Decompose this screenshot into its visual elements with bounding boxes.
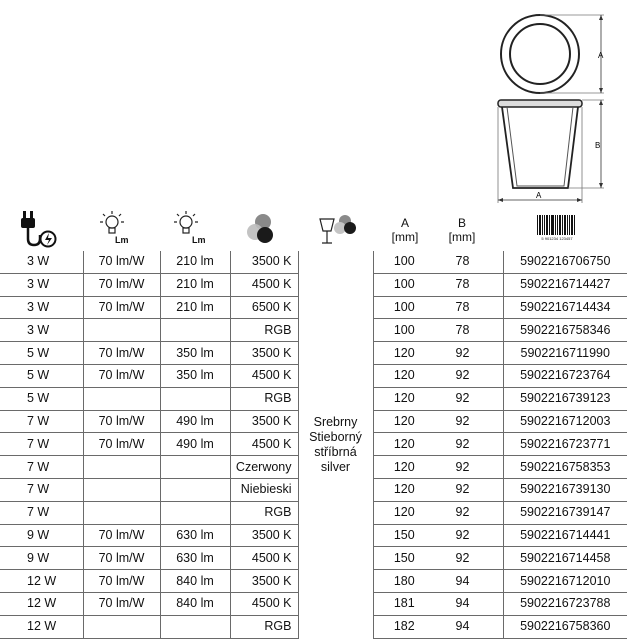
dim-a-cell: 120 — [373, 364, 435, 387]
power-cell: 9 W — [0, 524, 83, 547]
ean-cell: 5902216714441 — [503, 524, 627, 547]
ean-cell: 5902216723788 — [503, 592, 627, 615]
flux-cell: 840 lm — [160, 570, 230, 593]
efficacy-cell: 70 lm/W — [83, 410, 160, 433]
light-color-cell: 6500 K — [230, 296, 298, 319]
spacer-cell — [490, 387, 503, 410]
flux-cell: 210 lm — [160, 296, 230, 319]
flux-lm-label: Lm — [192, 235, 206, 245]
dim-b-cell: 94 — [435, 570, 490, 593]
power-cell: 7 W — [0, 433, 83, 456]
col-b-label: B — [457, 216, 466, 230]
spacer-cell — [490, 319, 503, 342]
dim-a-cell: 100 — [373, 296, 435, 319]
finish-text-line1: Srebrny — [313, 414, 358, 429]
dim-b-cell: 78 — [435, 296, 490, 319]
dim-b-cell: 78 — [435, 251, 490, 273]
col-b-unit: [mm] — [448, 230, 476, 244]
dim-b-cell: 92 — [435, 524, 490, 547]
power-plug-icon — [18, 209, 62, 249]
power-cell: 9 W — [0, 547, 83, 570]
dim-a-cell: 120 — [373, 387, 435, 410]
dim-b-cell: 92 — [435, 410, 490, 433]
light-color-cell: RGB — [230, 387, 298, 410]
barcode-digits: 5 901234 123457 — [541, 236, 573, 241]
power-cell: 12 W — [0, 592, 83, 615]
flux-cell: 840 lm — [160, 592, 230, 615]
dimension-a-vertical — [540, 15, 604, 93]
power-cell: 7 W — [0, 456, 83, 479]
top-view — [501, 15, 579, 93]
power-cell: 5 W — [0, 342, 83, 365]
dim-a-cell: 120 — [373, 433, 435, 456]
light-color-cell: 4500 K — [230, 592, 298, 615]
table-header — [0, 205, 627, 251]
light-color-cell: Czerwony — [230, 456, 298, 479]
col-a-unit: [mm] — [391, 230, 419, 244]
efficacy-cell: 70 lm/W — [83, 364, 160, 387]
light-color-cell: 4500 K — [230, 547, 298, 570]
spacer-cell — [490, 251, 503, 273]
table-row — [0, 251, 627, 273]
efficacy-cell — [83, 387, 160, 410]
efficacy-cell: 70 lm/W — [83, 547, 160, 570]
dim-b-cell: 78 — [435, 319, 490, 342]
light-color-icon — [244, 211, 278, 247]
efficacy-cell: 70 lm/W — [83, 296, 160, 319]
ean-cell: 5902216711990 — [503, 342, 627, 365]
spacer-cell — [490, 456, 503, 479]
spacer-cell — [490, 364, 503, 387]
spacer-cell — [490, 296, 503, 319]
dim-a-cell: 120 — [373, 501, 435, 524]
ean-cell: 5902216758346 — [503, 319, 627, 342]
spacer-cell — [490, 524, 503, 547]
dim-b-cell: 94 — [435, 592, 490, 615]
spacer-cell — [490, 478, 503, 501]
ean-cell: 5902216712003 — [503, 410, 627, 433]
dim-a-cell: 100 — [373, 319, 435, 342]
flux-cell — [160, 478, 230, 501]
ean-cell: 5902216714427 — [503, 273, 627, 296]
power-cell: 5 W — [0, 364, 83, 387]
spacer-cell — [490, 501, 503, 524]
ean-cell: 5902216714458 — [503, 547, 627, 570]
flux-cell: 350 lm — [160, 342, 230, 365]
light-color-cell: RGB — [230, 615, 298, 638]
power-cell: 7 W — [0, 478, 83, 501]
ean-cell: 5902216723764 — [503, 364, 627, 387]
dim-a-cell: 100 — [373, 251, 435, 273]
dim-a-cell: 120 — [373, 478, 435, 501]
dim-a-cell: 120 — [373, 456, 435, 479]
power-cell: 7 W — [0, 501, 83, 524]
light-color-cell: 3500 K — [230, 570, 298, 593]
light-color-cell: 4500 K — [230, 433, 298, 456]
finish-text-line3: stříbrná — [314, 444, 357, 459]
dim-b-cell: 92 — [435, 456, 490, 479]
efficacy-cell: 70 lm/W — [83, 592, 160, 615]
power-cell: 12 W — [0, 615, 83, 638]
col-a-label: A — [400, 216, 409, 230]
ean-cell: 5902216714434 — [503, 296, 627, 319]
light-color-cell: 3500 K — [230, 251, 298, 273]
dim-a-bottom-label: A — [536, 191, 542, 200]
ean-cell: 5902216706750 — [503, 251, 627, 273]
product-dimension-drawing — [0, 0, 627, 205]
finish-text-line4: silver — [320, 459, 351, 474]
product-table — [0, 251, 627, 639]
side-view — [498, 100, 582, 188]
light-color-cell: 3500 K — [230, 342, 298, 365]
ean-cell: 5902216723771 — [503, 433, 627, 456]
dim-b-cell: 92 — [435, 547, 490, 570]
ean-cell: 5902216758360 — [503, 615, 627, 638]
light-color-cell: 4500 K — [230, 364, 298, 387]
flux-cell: 350 lm — [160, 364, 230, 387]
ean-cell: 5902216712010 — [503, 570, 627, 593]
dim-a-cell: 150 — [373, 547, 435, 570]
flux-cell — [160, 615, 230, 638]
light-color-cell: RGB — [230, 319, 298, 342]
flux-cell — [160, 456, 230, 479]
spacer-cell — [490, 570, 503, 593]
efficacy-cell — [83, 615, 160, 638]
efficacy-cell: 70 lm/W — [83, 342, 160, 365]
power-cell: 7 W — [0, 410, 83, 433]
efficacy-cell: 70 lm/W — [83, 524, 160, 547]
efficacy-cell: 70 lm/W — [83, 570, 160, 593]
dim-a-label: A — [598, 51, 604, 60]
efficacy-cell — [83, 478, 160, 501]
flux-cell — [160, 501, 230, 524]
light-color-cell: 4500 K — [230, 273, 298, 296]
power-cell: 3 W — [0, 319, 83, 342]
light-color-cell: RGB — [230, 501, 298, 524]
flux-cell: 630 lm — [160, 524, 230, 547]
dim-b-label: B — [595, 141, 601, 150]
light-color-cell: Niebieski — [230, 478, 298, 501]
efficacy-cell: 70 lm/W — [83, 251, 160, 273]
flux-cell — [160, 387, 230, 410]
dim-b-cell: 92 — [435, 342, 490, 365]
efficacy-lm-label: Lm — [115, 235, 129, 245]
dim-b-cell: 78 — [435, 273, 490, 296]
power-cell: 3 W — [0, 251, 83, 273]
dim-b-cell: 92 — [435, 387, 490, 410]
spacer-cell — [490, 342, 503, 365]
finish-cell — [298, 251, 373, 638]
power-cell: 12 W — [0, 570, 83, 593]
flux-cell: 210 lm — [160, 251, 230, 273]
spacer-cell — [490, 410, 503, 433]
ean-cell: 5902216739147 — [503, 501, 627, 524]
ean-cell: 5902216739130 — [503, 478, 627, 501]
ean-cell: 5902216739123 — [503, 387, 627, 410]
efficacy-cell — [83, 501, 160, 524]
light-color-cell: 3500 K — [230, 524, 298, 547]
spacer-cell — [490, 592, 503, 615]
spacer-cell — [490, 547, 503, 570]
dim-b-cell: 94 — [435, 615, 490, 638]
dim-a-cell: 181 — [373, 592, 435, 615]
flux-cell: 630 lm — [160, 547, 230, 570]
finish-text-line2: Stieborný — [309, 429, 362, 444]
efficacy-cell — [83, 319, 160, 342]
efficacy-cell: 70 lm/W — [83, 433, 160, 456]
dim-b-cell: 92 — [435, 478, 490, 501]
lamp-finish-icon — [316, 209, 362, 249]
dim-a-cell: 120 — [373, 410, 435, 433]
power-cell: 3 W — [0, 273, 83, 296]
dim-a-cell: 180 — [373, 570, 435, 593]
power-cell: 5 W — [0, 387, 83, 410]
dim-a-cell: 150 — [373, 524, 435, 547]
table-body — [0, 251, 627, 638]
power-cell: 3 W — [0, 296, 83, 319]
dim-a-cell: 100 — [373, 273, 435, 296]
dim-b-cell: 92 — [435, 501, 490, 524]
dim-a-cell: 120 — [373, 342, 435, 365]
spacer-cell — [490, 433, 503, 456]
efficacy-cell: 70 lm/W — [83, 273, 160, 296]
ean-cell: 5902216758353 — [503, 456, 627, 479]
flux-cell: 210 lm — [160, 273, 230, 296]
dim-a-cell: 182 — [373, 615, 435, 638]
efficacy-cell — [83, 456, 160, 479]
dim-b-cell: 92 — [435, 433, 490, 456]
flux-cell: 490 lm — [160, 410, 230, 433]
light-color-cell: 3500 K — [230, 410, 298, 433]
dim-b-cell: 92 — [435, 364, 490, 387]
flux-cell — [160, 319, 230, 342]
spacer-cell — [490, 615, 503, 638]
spacer-cell — [490, 273, 503, 296]
flux-cell: 490 lm — [160, 433, 230, 456]
